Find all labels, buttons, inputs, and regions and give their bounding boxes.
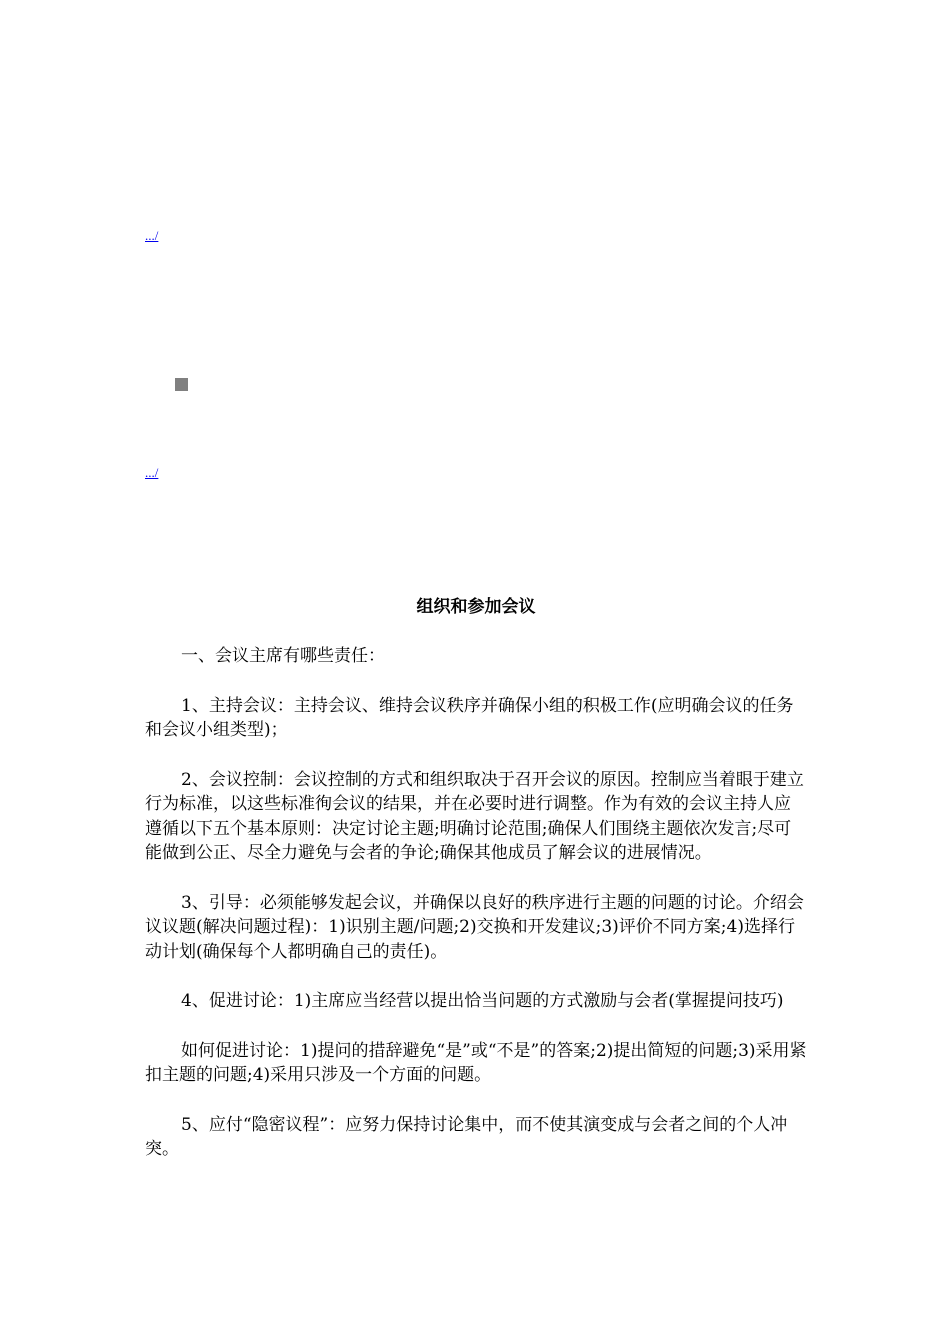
paragraph-section-heading: 一、会议主席有哪些责任：	[181, 646, 385, 666]
paragraph-item-4: 4、促进讨论：1)主席应当经营以提出恰当问题的方式激励与会者(掌握提问技巧)	[181, 991, 784, 1011]
gray-square-icon	[175, 378, 188, 391]
document-title: 组织和参加会议	[416, 597, 536, 617]
paragraph-item-5: 5、应付“隐密议程”：应努力保持讨论集中，而不使其演变成与会者之间的个人冲突。	[145, 1114, 788, 1159]
paragraph-item-3: 3、引导：必须能够发起会议，并确保以良好的秩序进行主题的问题的讨论。介绍会议议题(解决问题过程)：1)识别主题/问题;2)交换和开发建议;3)评价不同方案;4)选择行动计划(确保每个人都明确自己的责任)。	[145, 892, 804, 962]
paragraph-item-2: 2、会议控制：会议控制的方式和组织取决于召开会议的原因。控制应当着眼于建立行为标准，以这些标准徇会议的结果，并在必要时进行调整。作为有效的会议主持人应遵循以下五个基本原则：决定讨论主题;明确讨论范围;确保人们围绕主题依次发言;尽可能做到公正、尽全力避免与会者的争论;确保其他成员了解会议的进展情况。	[145, 769, 804, 863]
paragraph-item-4-detail: 如何促进讨论：1)提问的措辞避免“是”或“不是”的答案;2)提出简短的问题;3)采用紧扣主题的问题;4)采用只涉及一个方面的问题。	[145, 1040, 807, 1085]
link-bottom[interactable]: .../	[145, 465, 159, 480]
document-body	[145, 596, 807, 1187]
link-top[interactable]: .../	[145, 228, 159, 243]
paragraph-item-1: 1、主持会议：主持会议、维持会议秩序并确保小组的积极工作(应明确会议的任务和会议小组类型)；	[145, 695, 794, 740]
